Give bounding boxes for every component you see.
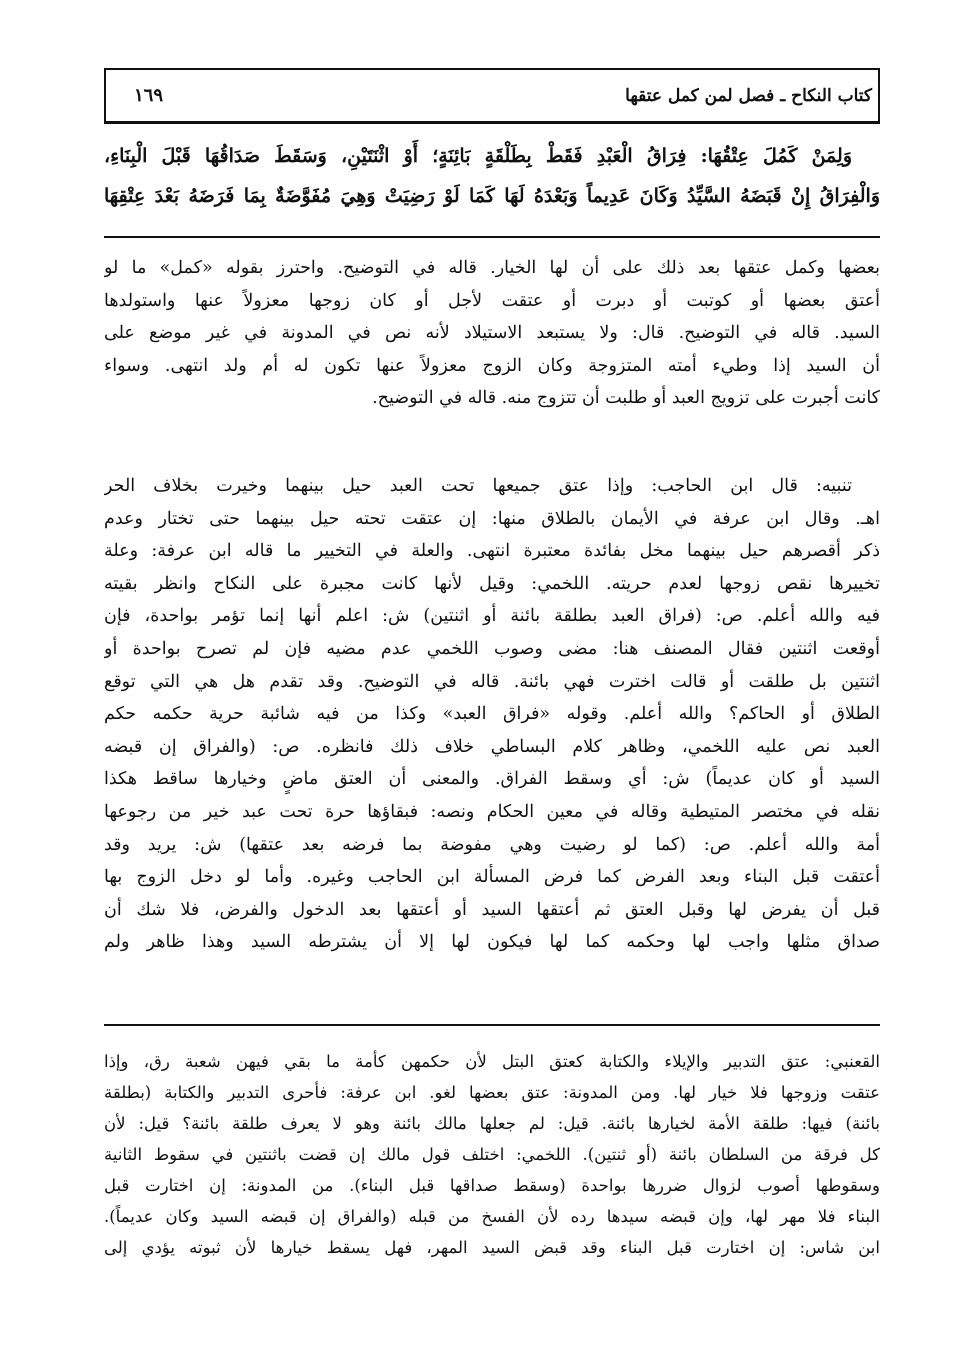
commentary-paragraph <box>104 252 880 415</box>
matn-line: وَلِمَنْ كَمُلَ عِتْقُهَا: فِرَاقُ الْعَبْدِ فَقَطْ بِطَلْقَةٍ بَائِنَةٍ؛ أَوْ اثْنَتَيْنِ، وَسَقَطَ صَدَاقُهَا قَبْلَ الْبِنَاءِ، <box>104 145 852 167</box>
text-line: صداق مثلها واجب لها وحكمه كما لها فيكون لها إلا أن يشترطه السيد وهذا ظاهر ولم <box>104 932 880 953</box>
text-line: السيد. قاله في التوضيح. قال: ولا يستبعد الاستيلاد لأنه نص في المدونة في غير موضع على <box>104 323 880 343</box>
footnote-divider <box>104 1024 880 1026</box>
text-line: فيه والله أعلم. ص: (فراق العبد بطلقة بائنة أو اثنتين) ش: اعلم أنها إنما تؤمر بواحدة، فإن <box>104 606 880 627</box>
text-line: أوقعت اثنتين فقال المصنف هنا: مضى وصوب اللخمي عدم مضيه فإن لم تصرح بواحدة أو <box>104 638 880 659</box>
text-line: السيد أو كان عديماً) ش: أي وسقط الفراق. والمعنى أن العتق ماضٍ وخيارها ساقط هكذا <box>104 769 880 790</box>
footnote-line: ابن شاس: إن اختارت قبل البناء وقد قبض السيد المهر، فهل يسقط خيارها لأن ثبوته يؤدي إلى <box>104 1238 880 1257</box>
text-line: اثنتين بل طلقت أو قالت اخترت فهي بائنة. قاله في التوضيح. وقد تقدم هل هي التي توقع <box>104 671 880 692</box>
footnote-line: القعنبي: عتق التدبير والإيلاء والكتابة كعتق البتل لأن حكمهن كأمة ما بقي فيهن شعبة رق، وإذا <box>104 1052 880 1071</box>
text-line: ذكر أقصرهم حيل بينهما مخل بفائدة معتبرة انتهى. والعلة في التخيير ما قاله ابن عرفة: وعلة <box>104 541 880 562</box>
commentary-paragraph <box>104 470 880 959</box>
divider <box>104 236 880 238</box>
text-line: كانت أجبرت على تزويج العبد أو طلبت أن تتزوج منه. قاله في التوضيح. <box>372 388 880 408</box>
text-line: نقله في مختصر المتيطية وقاله في معين الحكام ونصه: فبقاؤها حرة تحت عبد خير من رجوعها <box>104 801 880 822</box>
text-line: قبل أن يفرض لها وقبل العتق ثم أعتقها السيد أو أعتقها بعد الدخول والفرض، فلا شك أن <box>104 899 880 920</box>
matn-text <box>104 136 880 216</box>
text-line: أعتقت قبل البناء وبعد الفرض كما فرض المسألة ابن الحاجب وغيره. وأما لو دخل الزوج بها <box>104 867 880 888</box>
page-number: ١٦٩ <box>134 85 164 106</box>
text-line: بعضها وكمل عتقها بعد ذلك على أن لها الخيار. قاله في التوضيح. واحترز بقوله «كمل» ما لو <box>104 258 880 278</box>
footnote-line: بائنة) فيها: طلقة الأمة لخيارها بائنة. قيل: لم جعلها مالك بائنة وهو لا يعرف طلقة بائنة؟ قيل: لأن <box>104 1114 880 1133</box>
chapter-title: كتاب النكاح ـ فصل لمن كمل عتقها <box>625 85 872 106</box>
footnotes <box>104 1046 880 1263</box>
footnote-line: وسقوطها أصوب لزوال ضررها بواحدة (وسقط صداقها قبل البناء). من المدونة: إن اختارت قبل <box>104 1176 880 1195</box>
text-line: اهـ. وقال ابن عرفة في الأيمان بالطلاق منها: إن عتقت تحته حيل بينهما حتى تختار وعدم <box>104 508 880 529</box>
text-line: تنبيه: قال ابن الحاجب: وإذا عتق جميعها تحت العبد حيل بينهما وخيرت بخلاف الحر <box>104 476 852 496</box>
text-line: تخييرها نقص زوجها لعدم حريته. اللخمي: وقيل لأنها كانت مجبرة على النكاح وانظر بقيته <box>104 573 880 594</box>
footnote-line: كل فرقة من السلطان بائنة (أو ثنتين). اللخمي: اختلف قول مالك إن قضت باثنتين في سقوط الثانية <box>104 1145 880 1164</box>
footnote-line: البناء فلا مهر لها، وإن قبضه سيدها رده لأن الفسخ من قبله (والفراق إن قبضه السيد وكان عديماً). <box>104 1207 880 1226</box>
text-line: أمة والله أعلم. ص: (كما لو رضيت وهي مفوضة بما فرضه بعد عتقها) ش: يريد وقد <box>104 834 880 855</box>
footnote-line: عتقت وزوجها فلا خيار لها. ومن المدونة: عتق بعضها لغو. ابن عرفة: فأحرى التدبير والكتابة (بطلقة <box>104 1083 880 1102</box>
text-line: الطلاق أو الحاكم؟ والله أعلم. وقوله «فراق العبد» وكذا من فيه شائبة حرية حكمه حكم <box>104 704 880 725</box>
matn-line: وَالْفِرَاقُ إِنْ قَبَضَهُ السَّيِّدُ وَكَانَ عَدِيماً وَبَعْدَهُ لَهَا كَمَا لَوْ رَضِيَتْ وَهِيَ مُفَوَّضَةٌ بِمَا فَرَضَهُ بَعْدَ عِتْقِهَا <box>104 185 880 207</box>
text-line: العبد نص عليه اللخمي، وظاهر كلام البساطي خلاف ذلك فانظره. ص: (والفراق إن قبضه <box>104 736 880 757</box>
running-header <box>104 68 880 124</box>
text-line: أعتق بعضها أو كوتبت أو دبرت أو عتقت لأجل أو كان زوجها معزولاً عنها واستولدها <box>104 290 880 311</box>
text-line: أن السيد إذا وطيء أمته المتزوجة وكان الزوج معزولاً عنها تكون له أم ولد انتهى. وسواء <box>104 355 880 376</box>
